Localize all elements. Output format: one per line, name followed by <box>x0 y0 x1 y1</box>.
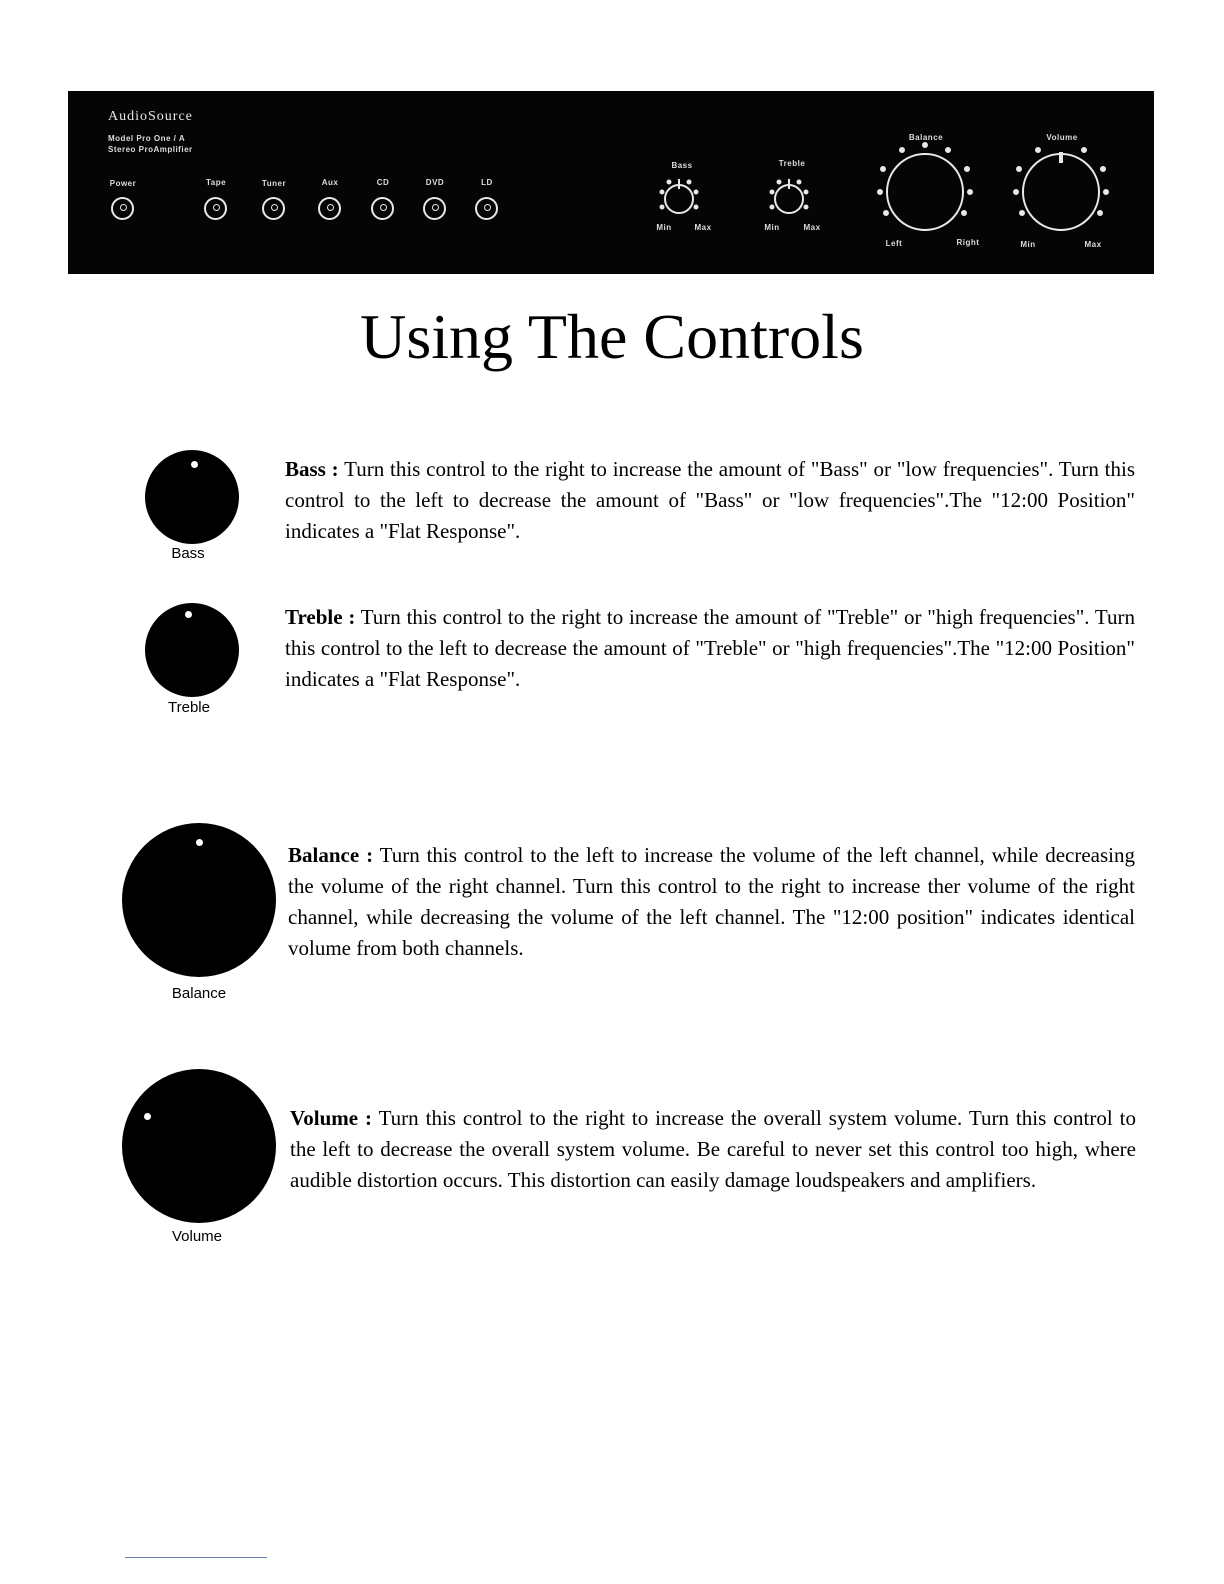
treble-knob-icon <box>145 603 239 697</box>
bass-knob-indicator <box>191 461 198 468</box>
volume-max-label: Max <box>1084 240 1102 249</box>
bass-max-label: Max <box>694 223 712 232</box>
panel-balance-label: Balance <box>908 133 944 142</box>
tuner-label: Tuner <box>261 179 287 188</box>
bass-heading: Bass : <box>285 457 339 481</box>
bass-description <box>285 454 1135 547</box>
treble-knob-indicator <box>185 611 192 618</box>
brand-logo-text: AudioSource <box>108 109 193 124</box>
panel-volume-label: Volume <box>1046 133 1078 142</box>
page-title: Using The Controls <box>360 301 864 372</box>
panel-balance-knob-icon <box>878 143 972 230</box>
treble-max-label: Max <box>803 223 821 232</box>
bass-knob-icon <box>145 450 239 544</box>
bass-min-label: Min <box>656 223 672 232</box>
front-panel-illustration <box>68 91 1154 274</box>
volume-min-label: Min <box>1020 240 1036 249</box>
bass-text: Turn this control to the right to increase the amount of "Bass" or "low frequencies". Turn this control to the left to decrease the amount of "Bass" or "low frequencies".The "12:00 Position" indicates a "Flat Response". <box>285 457 1135 543</box>
balance-knob-label: Balance <box>171 985 227 1002</box>
model-line-2: Stereo ProAmplifier <box>108 145 193 154</box>
cd-label: CD <box>376 178 390 187</box>
panel-bass-label: Bass <box>671 161 693 170</box>
aux-label: Aux <box>321 178 339 187</box>
balance-description <box>288 840 1135 964</box>
balance-text: Turn this control to the left to increase the volume of the left channel, while decreasing the volume of the right channel. Turn this control to the right to increase ther volume of the right channel, while decreasing the volume of the left channel. The "12:00 position" indicates identical volume from both channels. <box>288 843 1136 960</box>
balance-right-label: Right <box>956 238 980 247</box>
treble-description <box>285 602 1135 695</box>
model-line-1: Model Pro One / A <box>108 134 186 143</box>
panel-volume-knob-icon <box>1014 148 1108 230</box>
panel-treble-label: Treble <box>778 159 806 168</box>
dvd-label: DVD <box>425 178 445 187</box>
volume-knob-icon <box>122 1069 276 1223</box>
balance-heading: Balance : <box>288 843 374 867</box>
volume-knob-label: Volume <box>171 1228 223 1245</box>
volume-description <box>290 1103 1136 1196</box>
bass-knob-label: Bass <box>171 545 205 562</box>
volume-heading: Volume : <box>290 1106 373 1130</box>
bottom-divider <box>125 1557 267 1558</box>
treble-knob-label: Treble <box>168 699 210 716</box>
balance-knob-icon <box>122 823 276 977</box>
volume-text: Turn this control to the right to increase the overall system volume. Turn this control to the left to decrease the overall system volume. Be careful to never set this control too high, where audible distortion occurs. This distortion can easily damage loudspeakers and amplifiers. <box>290 1106 1136 1192</box>
treble-min-label: Min <box>764 223 780 232</box>
panel-knobs-graphic <box>68 91 1154 274</box>
panel-bass-knob-icon <box>661 179 698 213</box>
ld-label: LD <box>481 178 493 187</box>
volume-knob-indicator <box>144 1113 151 1120</box>
balance-knob-indicator <box>196 839 203 846</box>
treble-text: Turn this control to the right to increase the amount of "Treble" or "high frequencies". Turn this control to the left to decrease the amount of "Treble" or "high frequencies".The "12:00 Position" indicates a "Flat Response". <box>285 605 1135 691</box>
treble-heading: Treble : <box>285 605 356 629</box>
balance-left-label: Left <box>885 239 903 248</box>
power-label: Power <box>109 179 137 188</box>
tape-label: Tape <box>205 178 227 187</box>
panel-treble-knob-icon <box>771 179 808 213</box>
